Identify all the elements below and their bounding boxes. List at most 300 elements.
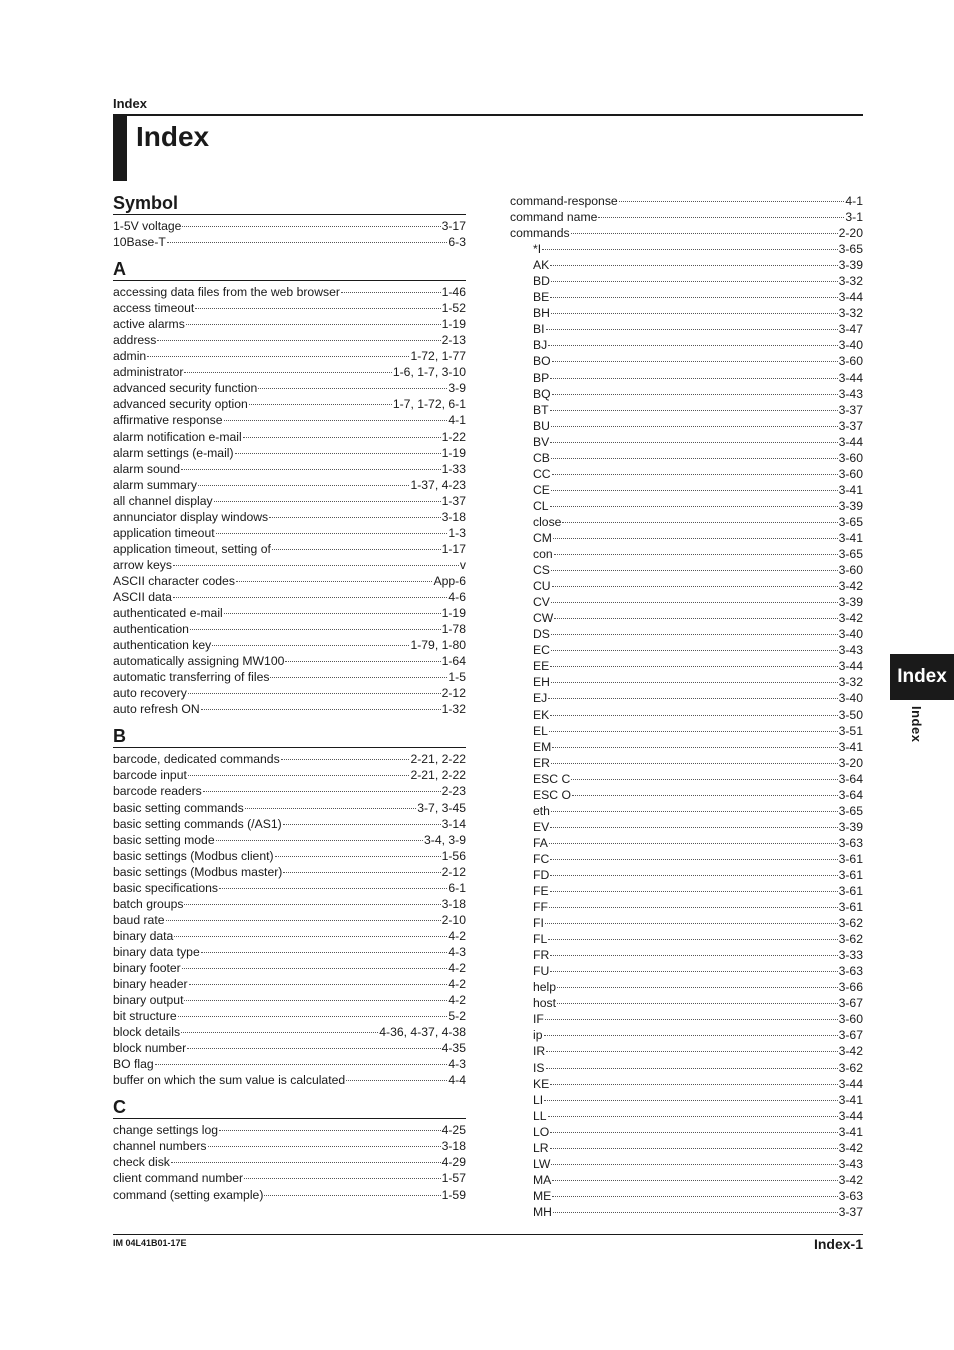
index-entry[interactable] xyxy=(113,637,466,653)
index-entry[interactable] xyxy=(113,832,466,848)
dot-leader xyxy=(155,1063,448,1065)
dot-leader xyxy=(550,441,837,443)
index-subentry[interactable] xyxy=(510,498,863,514)
index-subentry[interactable] xyxy=(510,1060,863,1076)
index-subentry[interactable] xyxy=(510,803,863,819)
index-entry[interactable] xyxy=(113,412,466,428)
entry-pages: 3-42 xyxy=(838,579,863,594)
entry-pages: 1-17 xyxy=(441,541,466,556)
index-entry[interactable] xyxy=(113,1187,466,1203)
index-entry[interactable] xyxy=(113,848,466,864)
entry-pages: 3-66 xyxy=(838,980,863,995)
entry-pages: 1-32 xyxy=(441,702,466,717)
index-subentry[interactable] xyxy=(510,610,863,626)
index-subentry[interactable] xyxy=(510,514,863,530)
entry-term: basic settings (Modbus master) xyxy=(113,864,283,879)
entry-term: alarm sound xyxy=(113,461,181,476)
entry-term: buffer on which the sum value is calculated xyxy=(113,1073,346,1088)
index-subentry[interactable] xyxy=(510,289,863,305)
entry-term: BP xyxy=(533,370,550,385)
entry-term: eth xyxy=(533,803,550,818)
index-entry[interactable] xyxy=(113,605,466,621)
entry-pages: 3-41 xyxy=(838,1124,863,1139)
index-entry[interactable] xyxy=(113,557,466,573)
entry-pages: 3-17 xyxy=(441,219,466,233)
entry-term: FU xyxy=(533,964,550,979)
section-heading: Symbol xyxy=(113,193,466,215)
index-entry[interactable] xyxy=(113,1024,466,1040)
index-entry[interactable] xyxy=(113,396,466,412)
index-subentry[interactable] xyxy=(510,337,863,353)
entry-pages: 1-7, 1-72, 6-1 xyxy=(392,397,466,412)
dot-leader xyxy=(571,232,838,234)
entry-pages: 3-40 xyxy=(838,691,863,706)
entry-term: automatic transferring of files xyxy=(113,670,270,685)
entry-term: EV xyxy=(533,819,550,834)
dot-leader xyxy=(546,328,838,330)
index-subentry[interactable] xyxy=(510,674,863,690)
entry-pages: 3-47 xyxy=(838,322,863,337)
dot-leader xyxy=(571,778,837,780)
index-entry[interactable] xyxy=(113,976,466,992)
entry-pages: 3-37 xyxy=(838,418,863,433)
index-entry[interactable] xyxy=(113,284,466,300)
index-subentry[interactable] xyxy=(510,947,863,963)
index-entry[interactable] xyxy=(113,541,466,557)
entry-pages: 3-39 xyxy=(838,498,863,513)
entry-pages: 1-19 xyxy=(441,606,466,621)
entry-term: KE xyxy=(533,1076,550,1091)
index-subentry[interactable] xyxy=(510,626,863,642)
entry-term: advanced security option xyxy=(113,397,248,412)
index-entry[interactable] xyxy=(113,1056,466,1072)
entry-term: EK xyxy=(533,707,550,722)
dot-leader xyxy=(182,967,448,969)
entry-term: EE xyxy=(533,659,550,674)
entry-pages: 3-40 xyxy=(838,338,863,353)
dot-leader xyxy=(181,1031,378,1033)
entry-term: address xyxy=(113,333,157,348)
index-entry[interactable] xyxy=(113,348,466,364)
running-head: Index xyxy=(113,96,147,111)
entry-pages: 3-64 xyxy=(838,771,863,786)
index-entry[interactable] xyxy=(510,209,863,225)
entry-pages: 3-44 xyxy=(838,1108,863,1123)
entry-term: host xyxy=(533,996,557,1011)
entry-pages: 3-20 xyxy=(838,755,863,770)
index-subentry[interactable] xyxy=(510,658,863,674)
dot-leader xyxy=(551,810,838,812)
entry-term: administrator xyxy=(113,365,184,380)
entry-pages: 4-2 xyxy=(448,960,466,975)
index-entry[interactable] xyxy=(113,816,466,832)
entry-pages: 2-20 xyxy=(838,226,863,241)
index-entry[interactable] xyxy=(113,1008,466,1024)
index-entry[interactable] xyxy=(113,896,466,912)
entry-pages: 3-32 xyxy=(838,274,863,289)
index-subentry[interactable] xyxy=(510,594,863,610)
dot-leader xyxy=(550,1147,838,1149)
dot-leader xyxy=(201,951,448,953)
index-subentry[interactable] xyxy=(510,931,863,947)
entry-pages: 6-1 xyxy=(448,880,466,895)
entry-term: FE xyxy=(533,884,549,899)
index-entry[interactable] xyxy=(113,800,466,816)
index-subentry[interactable] xyxy=(510,883,863,899)
entry-pages: 1-6, 1-7, 3-10 xyxy=(392,365,466,380)
dot-leader xyxy=(551,312,838,314)
entry-pages: 1-46 xyxy=(441,285,466,300)
entry-term: BO flag xyxy=(113,1057,154,1072)
index-subentry[interactable] xyxy=(510,915,863,931)
entry-pages: 3-44 xyxy=(838,434,863,449)
dot-leader xyxy=(545,1018,838,1020)
entry-pages: 3-18 xyxy=(441,509,466,524)
entry-pages: 4-2 xyxy=(448,993,466,1008)
index-subentry[interactable] xyxy=(510,1076,863,1092)
entry-pages: 3-65 xyxy=(838,242,863,257)
dot-leader xyxy=(216,839,423,841)
index-left-column xyxy=(113,193,466,1203)
index-subentry[interactable] xyxy=(510,899,863,915)
index-subentry[interactable] xyxy=(510,771,863,787)
entry-term: annunciator display windows xyxy=(113,509,269,524)
entry-pages: 3-39 xyxy=(838,819,863,834)
entry-pages: 3-9 xyxy=(448,381,466,396)
entry-pages: 3-39 xyxy=(838,258,863,273)
dot-leader xyxy=(550,890,838,892)
dot-leader xyxy=(552,360,838,362)
index-entry[interactable] xyxy=(113,669,466,685)
entry-pages: 6-3 xyxy=(448,235,466,250)
dot-leader xyxy=(283,823,441,825)
index-subentry[interactable] xyxy=(510,530,863,546)
index-subentry[interactable] xyxy=(510,1027,863,1043)
entry-pages: 3-61 xyxy=(838,867,863,882)
index-entry[interactable] xyxy=(113,1170,466,1186)
dot-leader xyxy=(244,1177,441,1179)
dot-leader xyxy=(551,633,838,635)
entry-pages: 3-1 xyxy=(845,210,863,225)
entry-pages: 2-12 xyxy=(441,686,466,701)
entry-term: command (setting example) xyxy=(113,1187,264,1202)
entry-pages: 3-4, 3-9 xyxy=(423,832,466,847)
entry-term: BD xyxy=(533,274,550,289)
index-subentry[interactable] xyxy=(510,819,863,835)
dot-leader xyxy=(166,919,441,921)
dot-leader xyxy=(551,425,838,427)
entry-pages: 3-67 xyxy=(838,996,863,1011)
index-subentry[interactable] xyxy=(510,979,863,995)
index-subentry[interactable] xyxy=(510,241,863,257)
index-entry[interactable] xyxy=(113,880,466,896)
index-subentry[interactable] xyxy=(510,963,863,979)
index-subentry[interactable] xyxy=(510,1188,863,1204)
index-entry[interactable] xyxy=(113,685,466,701)
index-subentry[interactable] xyxy=(510,1172,863,1188)
dot-leader xyxy=(552,585,838,587)
index-subentry[interactable] xyxy=(510,562,863,578)
entry-term: binary data type xyxy=(113,944,200,959)
entry-pages: 1-33 xyxy=(441,461,466,476)
index-entry[interactable] xyxy=(510,193,863,209)
entry-term: authentication xyxy=(113,622,189,637)
entry-pages: 3-41 xyxy=(838,1092,863,1107)
entry-term: IR xyxy=(533,1044,546,1059)
entry-pages: 2-21, 2-22 xyxy=(410,752,466,767)
index-subentry[interactable] xyxy=(510,434,863,450)
entry-pages: 3-37 xyxy=(838,1204,863,1219)
entry-term: batch groups xyxy=(113,896,184,911)
dot-leader xyxy=(572,794,838,796)
entry-term: FR xyxy=(533,948,550,963)
dot-leader xyxy=(550,970,837,972)
index-entry[interactable] xyxy=(113,767,466,783)
entry-pages: 3-44 xyxy=(838,290,863,305)
entry-term: CB xyxy=(533,450,550,465)
entry-term: arrow keys xyxy=(113,557,172,572)
entry-term: LL xyxy=(533,1108,547,1123)
index-subentry[interactable] xyxy=(510,867,863,883)
entry-term: basic setting commands xyxy=(113,800,244,815)
title-bar xyxy=(113,114,127,181)
entry-pages: 5-2 xyxy=(448,1009,466,1024)
index-entry[interactable] xyxy=(113,960,466,976)
entry-pages: 3-43 xyxy=(838,1156,863,1171)
index-entry[interactable] xyxy=(113,573,466,589)
entry-pages: 4-2 xyxy=(448,928,466,943)
index-entry[interactable] xyxy=(113,316,466,332)
dot-leader xyxy=(550,665,837,667)
index-entry[interactable] xyxy=(113,621,466,637)
index-subentry[interactable] xyxy=(510,1011,863,1027)
index-entry[interactable] xyxy=(113,653,466,669)
dot-leader xyxy=(190,628,441,630)
index-entry[interactable] xyxy=(510,225,863,241)
entry-term: ASCII data xyxy=(113,589,172,604)
index-subentry[interactable] xyxy=(510,787,863,803)
index-subentry[interactable] xyxy=(510,257,863,273)
bottom-rule xyxy=(113,1234,863,1235)
entry-pages: App-6 xyxy=(433,573,466,588)
entry-term: EL xyxy=(533,723,548,738)
entry-pages: 3-50 xyxy=(838,707,863,722)
index-subentry[interactable] xyxy=(510,995,863,1011)
entry-term: BV xyxy=(533,434,550,449)
entry-term: binary data xyxy=(113,928,174,943)
entry-pages: 3-62 xyxy=(838,916,863,931)
entry-term: command name xyxy=(510,210,598,225)
entry-term: CC xyxy=(533,466,551,481)
entry-pages: 3-61 xyxy=(838,884,863,899)
entry-term: block number xyxy=(113,1041,187,1056)
index-entry[interactable] xyxy=(113,783,466,799)
entry-term: barcode readers xyxy=(113,784,202,799)
index-subentry[interactable] xyxy=(510,1156,863,1172)
index-subentry[interactable] xyxy=(510,707,863,723)
index-subentry[interactable] xyxy=(510,723,863,739)
entry-pages: 4-1 xyxy=(448,413,466,428)
index-subentry[interactable] xyxy=(510,1140,863,1156)
index-entry[interactable] xyxy=(113,1138,466,1154)
entry-term: alarm summary xyxy=(113,477,197,492)
index-subentry[interactable] xyxy=(510,305,863,321)
dot-leader xyxy=(551,649,838,651)
index-subentry[interactable] xyxy=(510,690,863,706)
dot-leader xyxy=(551,280,838,282)
entry-term: con xyxy=(533,547,553,562)
index-subentry[interactable] xyxy=(510,851,863,867)
dot-leader xyxy=(341,291,441,293)
entry-term: EM xyxy=(533,739,552,754)
index-entry[interactable] xyxy=(113,509,466,525)
entry-pages: 1-64 xyxy=(441,654,466,669)
index-entry[interactable] xyxy=(113,912,466,928)
dot-leader xyxy=(551,681,838,683)
index-entry[interactable] xyxy=(113,300,466,316)
entry-pages: 4-3 xyxy=(448,1057,466,1072)
index-entry[interactable] xyxy=(113,445,466,461)
index-subentry[interactable] xyxy=(510,1204,863,1220)
entry-term: FD xyxy=(533,867,550,882)
entry-term: binary footer xyxy=(113,960,181,975)
entry-term: ESC O xyxy=(533,787,571,802)
entry-pages: 4-35 xyxy=(441,1041,466,1056)
index-subentry[interactable] xyxy=(510,418,863,434)
dot-leader xyxy=(552,473,838,475)
entry-pages: 3-62 xyxy=(838,932,863,947)
entry-term: LI xyxy=(533,1092,544,1107)
entry-term: BI xyxy=(533,322,545,337)
entry-pages: 1-56 xyxy=(441,848,466,863)
entry-pages: 3-42 xyxy=(838,1140,863,1155)
entry-term: ER xyxy=(533,755,550,770)
dot-leader xyxy=(182,225,440,227)
entry-pages: 3-65 xyxy=(838,514,863,529)
index-subentry[interactable] xyxy=(510,1124,863,1140)
index-entry[interactable] xyxy=(113,1040,466,1056)
index-entry[interactable] xyxy=(113,461,466,477)
index-subentry[interactable] xyxy=(510,321,863,337)
entry-pages: 2-23 xyxy=(441,784,466,799)
dot-leader xyxy=(550,1131,837,1133)
index-entry[interactable] xyxy=(113,944,466,960)
index-entry[interactable] xyxy=(113,332,466,348)
index-subentry[interactable] xyxy=(510,482,863,498)
entry-term: AK xyxy=(533,258,550,273)
index-subentry[interactable] xyxy=(510,386,863,402)
dot-leader xyxy=(550,409,838,411)
dot-leader xyxy=(553,1211,838,1213)
entry-term: IF xyxy=(533,1012,544,1027)
index-entry[interactable] xyxy=(113,701,466,717)
dot-leader xyxy=(346,1079,447,1081)
entry-pages: 1-37 xyxy=(441,493,466,508)
index-subentry[interactable] xyxy=(510,353,863,369)
index-entry[interactable] xyxy=(113,477,466,493)
index-subentry[interactable] xyxy=(510,1092,863,1108)
entry-term: admin xyxy=(113,349,147,364)
entry-term: ESC C xyxy=(533,771,571,786)
dot-leader xyxy=(550,826,837,828)
dot-leader xyxy=(548,344,837,346)
index-subentry[interactable] xyxy=(510,273,863,289)
index-subentry[interactable] xyxy=(510,546,863,562)
index-entry[interactable] xyxy=(113,364,466,380)
index-subentry[interactable] xyxy=(510,450,863,466)
index-entry[interactable] xyxy=(113,928,466,944)
index-subentry[interactable] xyxy=(510,755,863,771)
index-subentry[interactable] xyxy=(510,642,863,658)
entry-term: barcode input xyxy=(113,768,187,783)
entry-pages: 3-41 xyxy=(838,482,863,497)
index-entry[interactable] xyxy=(113,1122,466,1138)
entry-term: all channel display xyxy=(113,493,213,508)
dot-leader xyxy=(619,200,845,202)
index-subentry[interactable] xyxy=(510,578,863,594)
dot-leader xyxy=(203,790,441,792)
entry-pages: 3-32 xyxy=(838,675,863,690)
entry-term: CU xyxy=(533,579,551,594)
side-index-tab[interactable]: Index xyxy=(890,654,954,700)
entry-pages: 3-37 xyxy=(838,402,863,417)
entry-term: application timeout xyxy=(113,525,215,540)
index-subentry[interactable] xyxy=(510,1043,863,1059)
index-subentry[interactable] xyxy=(510,370,863,386)
index-entry[interactable] xyxy=(113,1072,466,1088)
index-entry[interactable] xyxy=(113,589,466,605)
entry-term: EC xyxy=(533,643,550,658)
index-entry[interactable] xyxy=(113,234,466,250)
index-entry[interactable] xyxy=(113,429,466,445)
entry-pages: 3-40 xyxy=(838,627,863,642)
dot-leader xyxy=(551,569,838,571)
index-entry[interactable] xyxy=(113,218,466,234)
dot-leader xyxy=(219,887,447,889)
index-subentry[interactable] xyxy=(510,835,863,851)
entry-term: authentication key xyxy=(113,638,212,653)
index-entry[interactable] xyxy=(113,380,466,396)
entry-term: BT xyxy=(533,402,549,417)
index-subentry[interactable] xyxy=(510,1108,863,1124)
dot-leader xyxy=(549,730,838,732)
entry-pages: 1-78 xyxy=(441,622,466,637)
index-subentry[interactable] xyxy=(510,402,863,418)
entry-term: DS xyxy=(533,627,550,642)
entry-term: barcode, dedicated commands xyxy=(113,752,280,767)
entry-term: help xyxy=(533,980,557,995)
entry-term: ASCII character codes xyxy=(113,573,235,588)
index-entry[interactable] xyxy=(113,1154,466,1170)
entry-term: client command number xyxy=(113,1171,244,1186)
index-subentry[interactable] xyxy=(510,739,863,755)
index-entry[interactable] xyxy=(113,992,466,1008)
entry-pages: 1-79, 1-80 xyxy=(410,638,466,653)
entry-pages: 4-1 xyxy=(845,194,863,208)
index-entry[interactable] xyxy=(113,864,466,880)
index-subentry[interactable] xyxy=(510,466,863,482)
dot-leader xyxy=(187,1047,440,1049)
index-entry[interactable] xyxy=(113,493,466,509)
index-entry[interactable] xyxy=(113,525,466,541)
index-entry[interactable] xyxy=(113,751,466,767)
index-right-column xyxy=(510,193,863,1220)
dot-leader xyxy=(549,842,838,844)
entry-pages: 3-60 xyxy=(838,563,863,578)
dot-leader xyxy=(189,983,448,985)
entry-pages: 2-13 xyxy=(441,333,466,348)
entry-pages: 3-33 xyxy=(838,948,863,963)
